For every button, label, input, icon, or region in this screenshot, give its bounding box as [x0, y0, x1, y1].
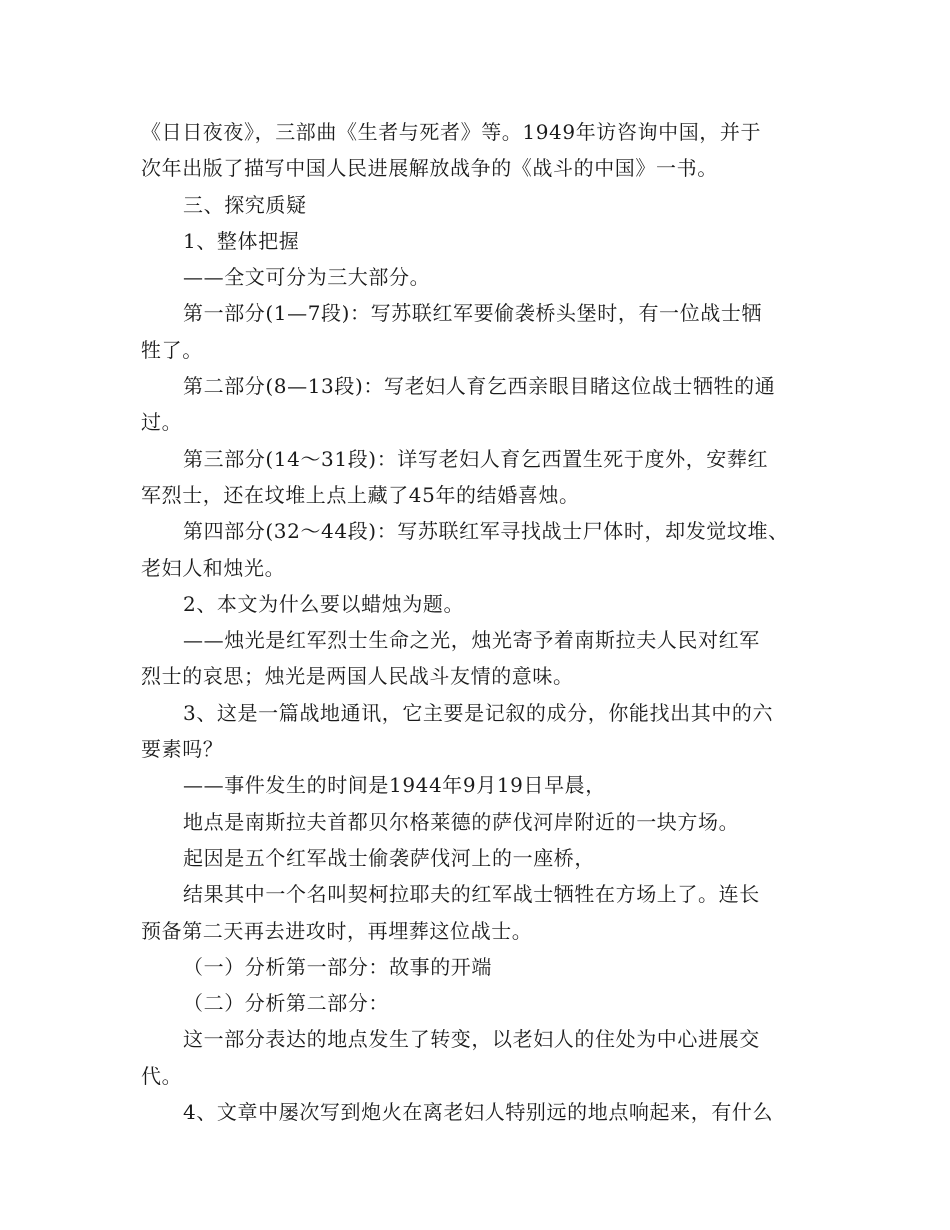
text-line: 预备第二天再去进攻时，再埋葬这位战士。: [141, 918, 533, 943]
text-line: 这一部分表达的地点发生了转变，以老妇人的住处为中心进展交: [183, 1027, 760, 1052]
text-line: 2、本文为什么要以蜡烛为题。: [183, 591, 465, 616]
text-line: 烈士的哀思；烛光是两国人民战斗友情的意味。: [141, 664, 574, 689]
text-line: 老妇人和烛光。: [141, 555, 286, 580]
text-line: 第四部分(32～44段)：写苏联红军寻找战士尸体时，却发觉坟堆、: [183, 519, 789, 544]
text-line: 过。: [141, 410, 183, 435]
text-line: 要素吗？: [141, 737, 224, 762]
text-line: 结果其中一个名叫契柯拉耶夫的红军战士牺牲在方场上了。连长: [183, 882, 760, 907]
text-line: 《日日夜夜》，三部曲《生者与死者》等。1949年访咨询中国，并于: [141, 120, 762, 144]
text-line: ——全文可分为三大部分。: [183, 265, 431, 290]
text-line: 第一部分(1—7段)：写苏联红军要偷袭桥头堡时，有一位战士牺: [183, 301, 763, 326]
text-line: 第二部分(8—13段)：写老妇人育乞西亲眼目睹这位战士牺牲的通: [183, 374, 776, 399]
text-line: （二）分析第二部分：: [183, 991, 389, 1016]
text-line: （一）分析第一部分：故事的开端: [183, 954, 492, 979]
text-line: 地点是南斯拉夫首都贝尔格莱德的萨伐河岸附近的一块方场。: [183, 809, 740, 834]
text-line: 3、这是一篇战地通讯，它主要是记叙的成分，你能找出其中的六: [183, 700, 774, 725]
text-line: 4、文章中屡次写到炮火在离老妇人特别远的地点响起来，有什么: [183, 1100, 774, 1125]
text-line: 代。: [141, 1063, 183, 1088]
text-line: ——烛光是红军烈士生命之光，烛光寄予着南斯拉夫人民对红军: [183, 628, 760, 653]
text-line: 牲了。: [141, 337, 203, 362]
text-line: 三、探究质疑: [183, 192, 307, 217]
document-body: [141, 114, 821, 1130]
text-line: 次年出版了描写中国人民进展解放战争的《战斗的中国》一书。: [141, 156, 718, 181]
text-line: 第三部分(14～31段)：详写老妇人育乞西置生死于度外，安葬红: [183, 446, 769, 471]
text-line: 起因是五个红军战士偷袭萨伐河上的一座桥，: [183, 845, 595, 870]
text-line: 军烈士，还在坟堆上点上藏了45年的结婚喜烛。: [141, 482, 580, 507]
text-line: 1、整体把握: [183, 228, 300, 253]
text-line: ——事件发生的时间是1944年9月19日早晨，: [183, 773, 606, 798]
